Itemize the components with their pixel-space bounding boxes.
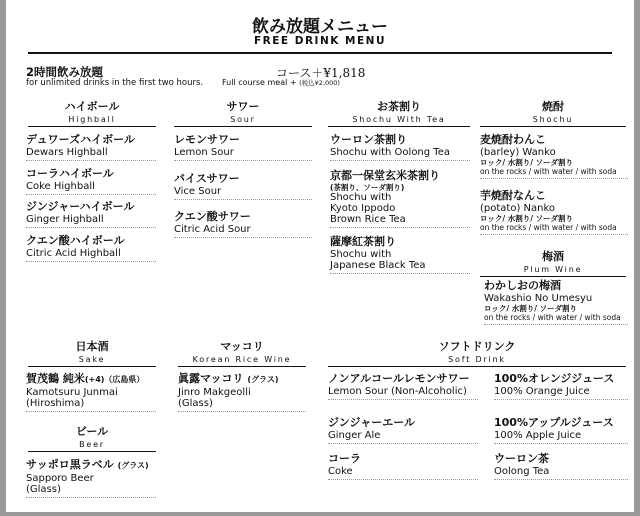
- item-name-en: 100% Orange Juice: [494, 386, 590, 397]
- item-name-jp: クエン酸ハイボール: [26, 234, 125, 247]
- section-beer-line: [28, 451, 156, 452]
- item-name-en: Vice Sour: [174, 186, 222, 197]
- item-name-en: Ginger Ale: [328, 430, 381, 441]
- item-name-en: Coke Highball: [26, 181, 95, 192]
- menu-item: [330, 133, 470, 161]
- item-name-jp: クエン酸サワー: [174, 210, 251, 223]
- plan-note: [222, 78, 340, 87]
- section-beer: [28, 423, 156, 452]
- section-makgeolli-line: [178, 366, 306, 367]
- section-plum-wine-line: [480, 276, 626, 277]
- menu-page: [6, 0, 634, 512]
- item-name-en: Shochu with Oolong Tea: [330, 147, 450, 158]
- menu-item: [26, 458, 156, 498]
- item-name-en: (potato) Nanko: [480, 203, 556, 214]
- item-name-jp: ジンジャーハイボール: [26, 200, 135, 213]
- menu-item: [26, 200, 156, 228]
- menu-item: [480, 189, 628, 235]
- plan-description: for unlimited drinks in the first two hours.: [26, 78, 204, 88]
- item-name-jp: ノンアルコールレモンサワー: [328, 372, 470, 385]
- item-name-en: Dewars Highball: [26, 147, 108, 158]
- section-tea-jp: お茶割り: [377, 100, 421, 113]
- item-name-jp: コーラ: [328, 452, 361, 465]
- item-name-en: Shochu with Kyoto Ippodo Brown Rice Tea: [330, 192, 406, 225]
- item-name-jp: [26, 372, 156, 387]
- menu-item: [330, 169, 470, 228]
- section-soft-drink-en: Soft Drink: [448, 355, 506, 364]
- plan-note-text: Full course meal +: [222, 78, 300, 87]
- section-shochu-line: [480, 126, 626, 127]
- menu-item: [26, 133, 156, 161]
- section-shochu-jp: 焼酎: [542, 100, 564, 113]
- menu-item: [484, 279, 628, 325]
- item-options-jp: ロック/ 水割り/ ソーダ割り: [480, 158, 574, 167]
- section-plum-wine: [480, 248, 626, 277]
- section-soft-drink-jp: ソフトドリンク: [438, 340, 516, 353]
- menu-item: [328, 372, 478, 400]
- menu-item: [494, 416, 628, 444]
- title-divider: [28, 52, 612, 54]
- item-options-en: on the rocks / with water / with soda: [480, 167, 617, 176]
- section-makgeolli-en: Korean Rice Wine: [192, 355, 292, 364]
- item-name-en: Citric Acid Highball: [26, 248, 121, 259]
- item-name-jp: 京都一保堂玄米茶割り: [330, 169, 440, 182]
- menu-item: [26, 167, 156, 195]
- section-highball-jp: ハイボール: [64, 100, 120, 113]
- item-name-jp: [178, 372, 306, 387]
- section-sake: [28, 338, 156, 367]
- section-tea-en: Shochu With Tea: [352, 115, 446, 124]
- item-name-jp-note: (+4)（広島県）: [84, 375, 145, 384]
- section-plum-wine-jp: 梅酒: [542, 250, 564, 263]
- section-plum-wine-en: Plum Wine: [523, 265, 583, 274]
- item-name-jp-main: サッポロ黒ラベル: [26, 458, 114, 471]
- item-name-en: Coke: [328, 466, 353, 477]
- item-name-en: Citric Acid Sour: [174, 224, 251, 235]
- menu-title: 飲み放題メニュー: [252, 17, 388, 37]
- item-name-jp: レモンサワー: [174, 133, 240, 146]
- item-name-jp: 芋焼酎なんこ: [480, 189, 546, 202]
- item-sub-jp: (茶割り、ソーダ割り): [330, 183, 405, 192]
- menu-item: [330, 235, 470, 274]
- item-name-jp: コーラハイボール: [26, 167, 114, 180]
- menu-item: [480, 133, 628, 179]
- section-sour: [174, 98, 312, 127]
- item-name-en: Wakashio No Umesyu: [484, 293, 593, 304]
- item-name-jp: ウーロン茶: [494, 452, 549, 465]
- item-options-jp: ロック/ 水割り/ ソーダ割り: [484, 304, 578, 313]
- item-name-en: Shochu with Japanese Black Tea: [330, 249, 426, 271]
- section-soft-drink-line: [328, 366, 626, 367]
- item-name-en: (barley) Wanko: [480, 147, 556, 158]
- menu-item: [494, 372, 628, 400]
- item-name-en: Jinro Makgeolli (Glass): [178, 387, 251, 409]
- item-name-jp: 100%アップルジュース: [494, 416, 614, 429]
- menu-item: [494, 452, 628, 480]
- item-name-jp: バイスサワー: [174, 172, 240, 185]
- section-highball-en: Highball: [68, 115, 116, 124]
- item-name-en: Kamotsuru Junmai (Hiroshima): [26, 387, 118, 409]
- item-name-jp-main: 眞露マッコリ: [178, 372, 244, 385]
- item-name-jp-note: (グラス): [117, 461, 149, 470]
- plan-price: コース＋¥1,818: [276, 66, 366, 80]
- section-beer-jp: ビール: [75, 425, 109, 438]
- item-name-en: 100% Apple Juice: [494, 430, 582, 441]
- section-sake-en: Sake: [78, 355, 106, 364]
- section-sour-line: [174, 126, 312, 127]
- section-soft-drink: [328, 338, 626, 367]
- section-tea-line: [328, 126, 470, 127]
- section-makgeolli-jp: マッコリ: [220, 340, 264, 353]
- section-makgeolli: [178, 338, 306, 367]
- item-name-en: Lemon Sour (Non-Alcoholic): [328, 386, 467, 397]
- item-name-jp: 100%オレンジジュース: [494, 372, 615, 385]
- item-name-jp: ジンジャーエール: [328, 416, 416, 429]
- section-shochu: [480, 98, 626, 127]
- section-tea: [328, 98, 470, 127]
- section-sour-en: Sour: [230, 115, 256, 124]
- menu-item: [328, 452, 478, 480]
- menu-item: [328, 416, 478, 444]
- item-options-en: on the rocks / with water / with soda: [484, 313, 621, 322]
- menu-item: [26, 234, 156, 262]
- menu-item: [174, 172, 312, 200]
- section-sake-line: [28, 366, 156, 367]
- item-name-en: Ginger Highball: [26, 214, 104, 225]
- section-highball: [28, 98, 156, 127]
- item-name-jp: [26, 458, 156, 473]
- item-options-en: on the rocks / with water / with soda: [480, 223, 617, 232]
- item-name-en: Lemon Sour: [174, 147, 234, 158]
- item-name-jp-note: (グラス): [247, 375, 279, 384]
- plan-name: 2時間飲み放題: [26, 65, 104, 79]
- section-sour-jp: サワー: [226, 100, 260, 113]
- item-name-jp: わかしおの梅酒: [484, 279, 561, 292]
- item-name-jp: 薩摩紅茶割り: [330, 235, 396, 248]
- menu-item: [174, 133, 312, 161]
- menu-item: [174, 210, 312, 238]
- section-shochu-en: Shochu: [532, 115, 574, 124]
- item-name-jp: 麦焼酎わんこ: [480, 133, 546, 146]
- section-highball-line: [28, 126, 156, 127]
- plan-tax: (税込¥2,000): [299, 79, 340, 87]
- section-sake-jp: 日本酒: [75, 340, 109, 353]
- item-name-jp-main: 賀茂鶴 純米: [26, 372, 85, 385]
- item-options-jp: ロック/ 水割り/ ソーダ割り: [480, 214, 574, 223]
- item-name-en: Sapporo Beer (Glass): [26, 473, 94, 495]
- menu-item: [26, 372, 156, 412]
- menu-subtitle: FREE DRINK MENU: [254, 35, 386, 47]
- item-name-jp: ウーロン茶割り: [330, 133, 407, 146]
- section-beer-en: Beer: [79, 440, 105, 449]
- menu-item: [178, 372, 306, 412]
- item-name-jp: デュワーズハイボール: [26, 133, 135, 146]
- item-name-en: Oolong Tea: [494, 466, 550, 477]
